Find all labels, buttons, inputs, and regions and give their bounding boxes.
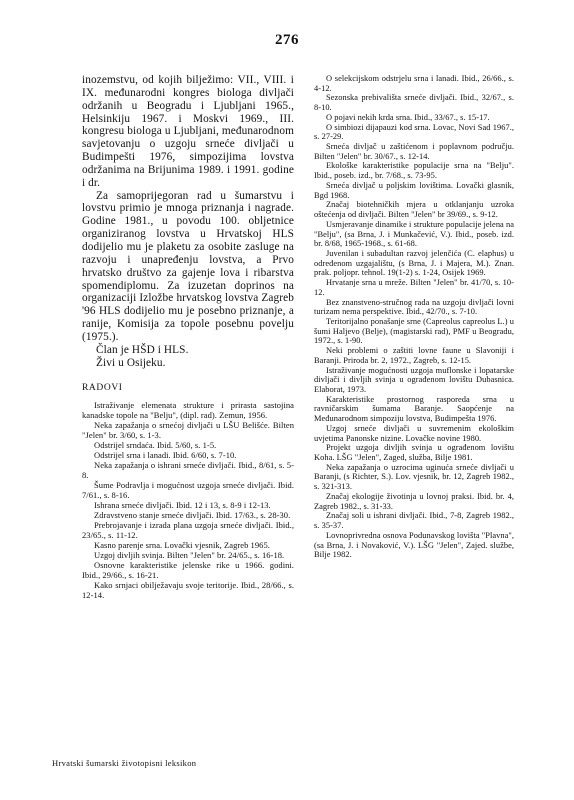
work-item: Osnovne karakteristike jelenske rike u 1966. godini. Ibid., 29/66., s. 16-21. — [82, 559, 294, 580]
work-item: Neka zapažanja o uzrocima uginuća srneće divljači u Baranji, (s Richter, S.). Lov. vjesnik, br. 12, Zagreb 1982., s. 321-313. — [314, 462, 514, 492]
work-item: Srneća divljač u poljskim lovištima. Lovački glasnik, Bgd 1968. — [314, 180, 514, 200]
work-item: Ekološke karakteristike populacije srna na "Belju". Ibid., poseb. izd., br. 7/68., s. 73-95. — [314, 161, 514, 181]
work-item: Neki problemi o zaštiti lovne faune u Slavoniji i Baranji. Priroda br. 2, 1972., Zagreb, s. 12-15. — [314, 346, 514, 365]
biography-paragraph: Član je HŠD i HLS. — [96, 343, 189, 356]
work-item: Prebrojavanje i izrada plana uzgoja srneće divljači. Ibid., 23/65., s. 11-12. — [82, 519, 294, 540]
work-item: Srneća divljač u zaštićenom i poplavnom području. Bilten "Jelen" br. 30/67., s. 12-14. — [314, 142, 514, 161]
work-item: O selekcijskom odstrjelu srna i lanadi. Ibid., 26/66., s. 4-12. — [314, 74, 514, 93]
work-item: Uzgoj srneće divljači u suvremenim ekološkim uvjetima Panonske nizine. Lovačke novine 1980. — [314, 423, 514, 443]
work-item: Karakteristike prostornog rasporeda srna u ravničarskim šumama Baranje. Saopćenje na Međunarodnom simpoziju lovstva, Budimpešta 1976. — [314, 394, 514, 424]
work-item: Hrvatanje srna u mreže. Bilten "Jelen" br. 41/70, s. 10-12. — [314, 278, 514, 297]
work-item: Kako srnjaci obilježavaju svoje teritorije. Ibid., 28/66., s. 12-14. — [82, 579, 294, 600]
work-item: Usmjeravanje dinamike i strukture populacije jelena na "Belju", (sa Brna, J. i Munkačević, V.). Ibid., poseb. izd. br. 8/68, 1965-1968., s. 61-68. — [314, 219, 514, 249]
work-item: Značaj biotehničkih mjera u otklanjanju uzroka oštećenja od divljači. Bilten "Jelen" br 39/69., s. 9-12. — [314, 200, 514, 220]
work-item: Zdravstveno stanje srneće divljači. Ibid. 17/63., s. 28-30. — [94, 509, 291, 520]
biography-paragraph: Živi u Osijeku. — [96, 356, 166, 369]
work-item: O simbiozi dijapauzi kod srna. Lovac, Novi Sad 1967., s. 27-29. — [314, 122, 514, 142]
work-item: Odstrijel srna i lanadi. Ibid. 6/60, s. 7-10. — [94, 450, 237, 461]
work-item: Sezonska prebivališta srneće divljači. Ibid., 32/67., s. 8-10. — [314, 93, 514, 113]
left-column — [82, 74, 294, 600]
page-number: 276 — [275, 32, 299, 48]
work-item: Neka zapažanja o srnećoj divljači u LŠU Belišće. Bilten "Jelen" br. 3/60, s. 1-3. — [82, 420, 294, 441]
work-item: Značaj ekologije životinja u lovnoj praksi. Ibid. br. 4, Zagreb 1982., s. 31-33. — [314, 491, 514, 511]
work-item: Šume Podravlja i mogućnost uzgoja srneće divljači. Ibid. 7/61., s. 8-16. — [82, 480, 294, 500]
footer-running-title: Hrvatski šumarski životopisni leksikon — [52, 758, 197, 768]
work-item: Neka zapažanja o ishrani srneće divljači. Ibid., 8/61, s. 5-8. — [82, 460, 294, 481]
work-item: Ishrana srneće divljači. Ibid. 12 i 13, s. 8-9 i 12-13. — [94, 499, 271, 510]
work-item: Lovnoprivredna osnova Podunavskog lovišta "Plavna", (sa Brna, J. i Novaković, V.). LŠG "Jelen", Zajed. službe, Bilje 1982. — [314, 530, 514, 560]
work-item: Značaj soli u ishrani divljači. Ibid., 7-8, Zagreb 1982., s. 35-37. — [314, 511, 514, 531]
work-item: Bez znanstveno-stručnog rada na uzgoju divljači lovni turizam nema perspektive. Ibid., 42/70., s. 7-10. — [314, 297, 514, 317]
works-list-right — [314, 74, 514, 560]
work-item: Juvenilan i subadultan razvoj jelenčića (C. elaphus) u određenom uzgajalištu, (s Brna, J. i Majera, M.). Znan. prak. poljopr. tehnol. 19(1-2) s. 1-24, Osijek 1969. — [314, 248, 514, 278]
right-column — [314, 74, 514, 560]
work-item: Uzgoj divljih svinja. Bilten "Jelen" br. 24/65., s. 16-18. — [94, 549, 285, 560]
biography-paragraph: Za samoprijegoran rad u šumarstvu i lovstvu primio je mnoga priznanja i nagrade. Godine 1981., u povodu 100. obljetnice organiziranog lovstva u Hrvatskoj HLS dodijelio mu je plaketu za osobite zasluge na razvoju i unapređenju lovstva, a Prvo hrvatsko društvo za gajenje lova i ribarstva spomendiplomu. Za izuzetan doprinos na organizaciji Izložbe hrvatskog lovstva Zagreb '96 HLS dodijelio mu je posebno priznanje, a ranije, Komisija za topole posebnu povelju (1975.). — [82, 189, 294, 343]
work-item: Projekt uzgoja divljih svinja u ograđenom lovištu Koha. LŠG "Jelen", Zaged, služba, Bilje 1981. — [314, 443, 514, 463]
work-item: Istraživanje elemenata strukture i prirasta sastojina kanadske topole na "Belju", (dipl. rad). Zemun, 1956. — [82, 400, 294, 421]
biography-paragraph: inozemstvu, od kojih bilježimo: VII., VIII. i IX. međunarodni kongres biologa divljači održanih u Beogradu i Ljubljani 1965., Helsinkiju 1967. i Moskvi 1969., III. kongresu biologa u Ljubljani, međunarodnom savjetovanju o uzgoju srneće divljači u Budimpešti 1976, simpozijima lovstva održanima na Brijunima 1989. i 1991. godine i dr. — [82, 74, 294, 189]
work-item: Odstrijel srndaća. Ibid. 5/60, s. 1-5. — [94, 440, 217, 451]
work-item: Kasno parenje srna. Lovački vjesnik, Zagreb 1965. — [94, 539, 270, 550]
work-item: Istraživanje mogućnosti uzgoja muflonske i lopatarske divljači i divljih svinja u ograđenom lovištu Dubasnica. Elaborat, 1973. — [314, 365, 514, 394]
biography-text — [82, 74, 294, 369]
work-item: O pojavi nekih krda srna. Ibid., 33/67., s. 15-17. — [326, 112, 490, 122]
works-list-left — [82, 401, 294, 600]
work-item: Teritorijalno ponašanje srne (Capreolus capreolus L.) u šumi Haljevo (Belje), (magistarski rad), PMF u Beogradu, 1972., s. 1-90. — [314, 316, 514, 346]
section-heading: RADOVI — [82, 383, 123, 394]
